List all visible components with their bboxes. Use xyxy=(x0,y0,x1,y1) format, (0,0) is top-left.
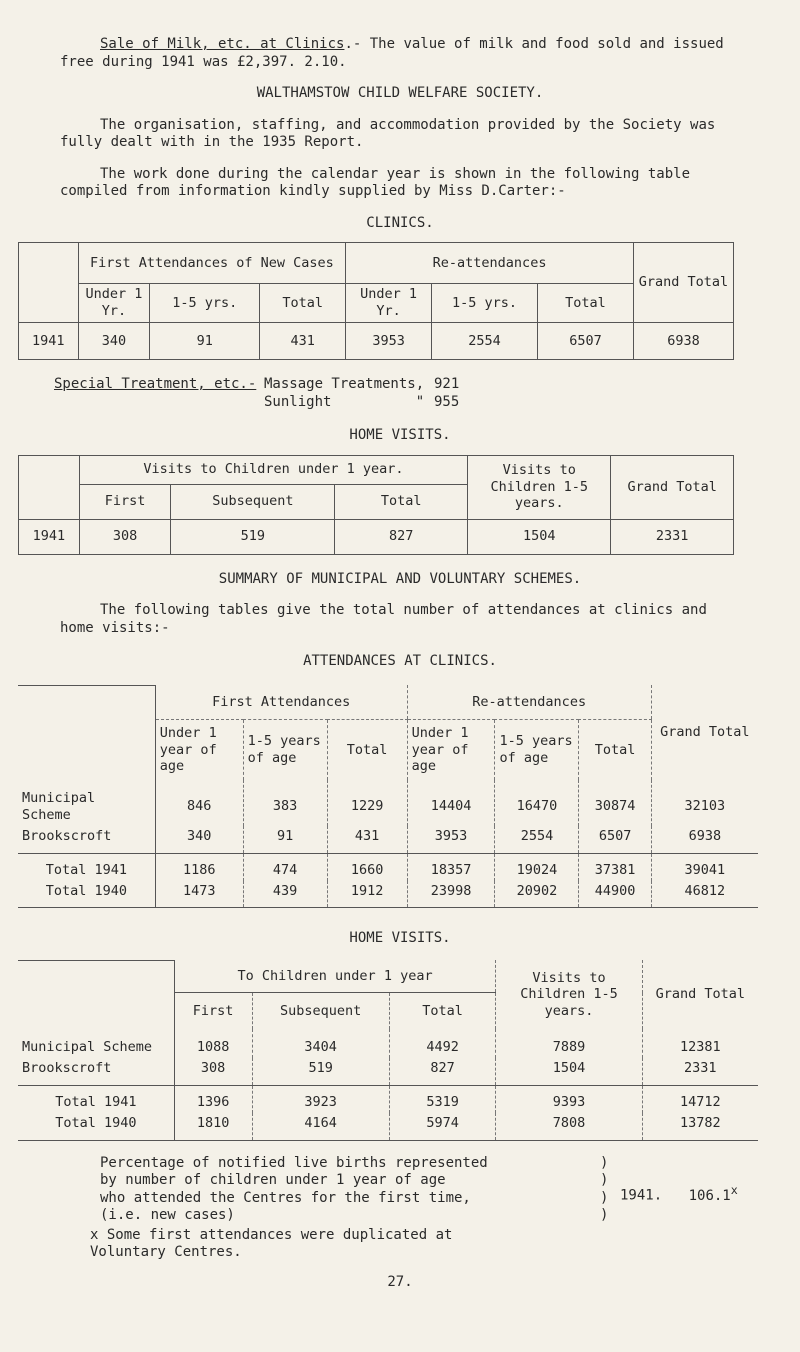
clinics-sub-header: Total xyxy=(260,284,346,323)
home2-row-label: Brookscroft xyxy=(22,1060,112,1077)
att-cell: 91 xyxy=(243,826,327,853)
special-item-value: 921 xyxy=(434,376,460,392)
home2-cell: 2331 xyxy=(642,1058,758,1085)
att-cell: 46812 xyxy=(651,881,758,908)
home2-cell: 5319 xyxy=(389,1086,496,1113)
home2-sub-header: Subsequent xyxy=(252,993,389,1030)
home2-sub-header: First xyxy=(174,993,252,1030)
home2-cell: 5974 xyxy=(389,1113,496,1140)
percentage-text: Percentage of notified live births represented by number of children under 1 year of age who attended the Centres for the first time, (i.e. new cases) xyxy=(100,1154,488,1224)
home-group-1to5: Visits to Children 1-5 years. xyxy=(468,455,611,519)
summary-text: The following tables give the total number of attendances at clinics and home visits:- xyxy=(60,602,707,636)
att-cell: 37381 xyxy=(579,853,651,880)
att-group-first: First Attendances xyxy=(155,685,407,720)
att-cell: 6938 xyxy=(651,826,758,853)
home2-cell: 14712 xyxy=(642,1086,758,1113)
clinics-cell: 340 xyxy=(78,323,150,360)
clinics-sub-header: Under 1 Yr. xyxy=(78,284,150,323)
home-visits-table xyxy=(18,455,734,555)
home2-cell: 1088 xyxy=(174,1029,252,1058)
att-cell: 39041 xyxy=(651,853,758,880)
home2-cell: 1504 xyxy=(496,1058,642,1085)
home-visits-summary-title: HOME VISITS. xyxy=(349,930,451,947)
home-cell: 2331 xyxy=(611,519,734,554)
att-cell: 2554 xyxy=(495,826,579,853)
att-sub-header: 1-5 years of age xyxy=(495,720,579,781)
att-cell: 439 xyxy=(243,881,327,908)
special-item-value: 955 xyxy=(434,393,460,410)
att-sub-header: Under 1 year of age xyxy=(155,720,243,781)
att-group-re: Re-attendances xyxy=(407,685,651,720)
att-cell: 18357 xyxy=(407,853,495,880)
footnote: x Some first attendances were duplicated at Voluntary Centres. xyxy=(90,1226,453,1261)
att-cell: 23998 xyxy=(407,881,495,908)
clinics-sub-header: 1-5 yrs. xyxy=(431,284,537,323)
att-row-label: Brookscroft xyxy=(22,827,112,844)
percentage-block xyxy=(100,1155,740,1225)
att-cell: 19024 xyxy=(495,853,579,880)
home2-cell: 7808 xyxy=(496,1113,642,1140)
home-cell: 827 xyxy=(335,519,468,554)
home2-sub-header: Total xyxy=(389,993,496,1030)
home2-cell: 1396 xyxy=(174,1086,252,1113)
home-group-under1: Visits to Children under 1 year. xyxy=(79,455,467,484)
att-cell: 32103 xyxy=(651,780,758,826)
clinics-table xyxy=(18,242,734,360)
clinics-cell: 91 xyxy=(150,323,260,360)
table-row xyxy=(18,853,758,880)
clinics-sub-header: Under 1 Yr. xyxy=(346,284,432,323)
home2-cell: 4492 xyxy=(389,1029,496,1058)
att-cell: 1660 xyxy=(327,853,407,880)
home-cell: 519 xyxy=(171,519,335,554)
att-cell: 14404 xyxy=(407,780,495,826)
att-cell: 6507 xyxy=(579,826,651,853)
home2-cell: 7889 xyxy=(496,1029,642,1058)
milk-sale-heading: Sale of Milk, etc. at Clinics xyxy=(100,36,345,52)
clinics-group-re: Re-attendances xyxy=(346,243,634,284)
home2-cell: 1810 xyxy=(174,1113,252,1140)
table-row xyxy=(18,780,758,826)
home2-cell: 3404 xyxy=(252,1029,389,1058)
att-row-label: Total 1941 xyxy=(18,853,155,880)
special-treatment xyxy=(54,376,740,411)
attendances-table xyxy=(18,685,758,909)
home2-cell: 3923 xyxy=(252,1086,389,1113)
clinics-cell: 6938 xyxy=(633,323,733,360)
clinics-sub-header: Total xyxy=(538,284,634,323)
percentage-value: 1941. 106.1$^x$ xyxy=(620,1182,738,1204)
home-visits-title: HOME VISITS. xyxy=(349,427,451,443)
home2-cell: 13782 xyxy=(642,1113,758,1140)
brace: ) ) ) ) xyxy=(600,1154,609,1224)
society-para-2: The work done during the calendar year is shown in the following table compiled from information kindly supplied by Miss D.Carter:- xyxy=(60,165,691,199)
att-cell: 30874 xyxy=(579,780,651,826)
att-cell: 20902 xyxy=(495,881,579,908)
att-row-label: Municipal Scheme xyxy=(22,790,96,823)
table-row xyxy=(18,1086,758,1113)
home2-grand-total-header: Grand Total xyxy=(642,960,758,1029)
home2-cell: 12381 xyxy=(642,1029,758,1058)
special-item-name: Massage Treatments, xyxy=(264,376,425,392)
home-cell: 308 xyxy=(79,519,171,554)
att-sub-header: Under 1 year of age xyxy=(407,720,495,781)
table-row xyxy=(18,881,758,908)
home2-row-label: Total 1940 xyxy=(18,1113,174,1140)
att-sub-header: 1-5 years of age xyxy=(243,720,327,781)
milk-sale-text: .- The value of milk and food sold and issued free during 1941 was £2,397. 2.10. xyxy=(60,36,724,70)
clinics-cell: 6507 xyxy=(538,323,634,360)
society-para-1: The organisation, staffing, and accommodation provided by the Society was fully dealt with in the 1935 Report. xyxy=(60,116,716,150)
att-cell: 383 xyxy=(243,780,327,826)
att-row-label: Total 1940 xyxy=(18,881,155,908)
clinics-group-first: First Attendances of New Cases xyxy=(78,243,346,284)
att-cell: 16470 xyxy=(495,780,579,826)
att-cell: 431 xyxy=(327,826,407,853)
table-row xyxy=(18,826,758,853)
att-cell: 846 xyxy=(155,780,243,826)
table-row xyxy=(18,1029,758,1058)
home-sub-header: First xyxy=(79,484,171,519)
clinics-cell: 3953 xyxy=(346,323,432,360)
home-sub-header: Total xyxy=(335,484,468,519)
att-grand-total-header: Grand Total xyxy=(651,685,758,780)
attendances-title: ATTENDANCES AT CLINICS. xyxy=(303,653,497,669)
table-row xyxy=(18,1058,758,1085)
society-title: WALTHAMSTOW CHILD WELFARE SOCIETY. xyxy=(256,85,544,101)
att-cell: 44900 xyxy=(579,881,651,908)
home-visits-summary-table xyxy=(18,960,758,1141)
att-cell: 1186 xyxy=(155,853,243,880)
clinics-grand-total-header: Grand Total xyxy=(633,243,733,323)
milk-sale-paragraph xyxy=(60,36,740,71)
home-row-year: 1941 xyxy=(19,519,80,554)
home2-group-1to5: Visits to Children 1-5 years. xyxy=(496,960,642,1029)
att-cell: 1473 xyxy=(155,881,243,908)
att-cell: 340 xyxy=(155,826,243,853)
att-sub-header: Total xyxy=(327,720,407,781)
clinics-cell: 431 xyxy=(260,323,346,360)
clinics-sub-header: 1-5 yrs. xyxy=(150,284,260,323)
att-cell: 1912 xyxy=(327,881,407,908)
home2-row-label: Total 1941 xyxy=(18,1086,174,1113)
special-item-name: Sunlight " xyxy=(264,393,425,410)
att-cell: 474 xyxy=(243,853,327,880)
home2-group-under1: To Children under 1 year xyxy=(174,960,496,993)
home-grand-total-header: Grand Total xyxy=(611,455,734,519)
home-cell: 1504 xyxy=(468,519,611,554)
clinics-row-year: 1941 xyxy=(19,323,79,360)
att-cell: 1229 xyxy=(327,780,407,826)
clinics-cell: 2554 xyxy=(431,323,537,360)
summary-title: SUMMARY OF MUNICIPAL AND VOLUNTARY SCHEMES. xyxy=(218,570,582,587)
att-cell: 3953 xyxy=(407,826,495,853)
home-sub-header: Subsequent xyxy=(171,484,335,519)
page-number: 27. xyxy=(387,1273,413,1290)
home2-cell: 308 xyxy=(174,1058,252,1085)
clinics-title: CLINICS. xyxy=(366,214,434,231)
home2-row-label: Municipal Scheme xyxy=(22,1039,153,1056)
att-sub-header: Total xyxy=(579,720,651,781)
special-label: Special Treatment, etc.- xyxy=(54,376,257,392)
home2-cell: 827 xyxy=(389,1058,496,1085)
home2-cell: 519 xyxy=(252,1058,389,1085)
home2-cell: 4164 xyxy=(252,1113,389,1140)
table-row xyxy=(18,1113,758,1140)
home2-cell: 9393 xyxy=(496,1086,642,1113)
